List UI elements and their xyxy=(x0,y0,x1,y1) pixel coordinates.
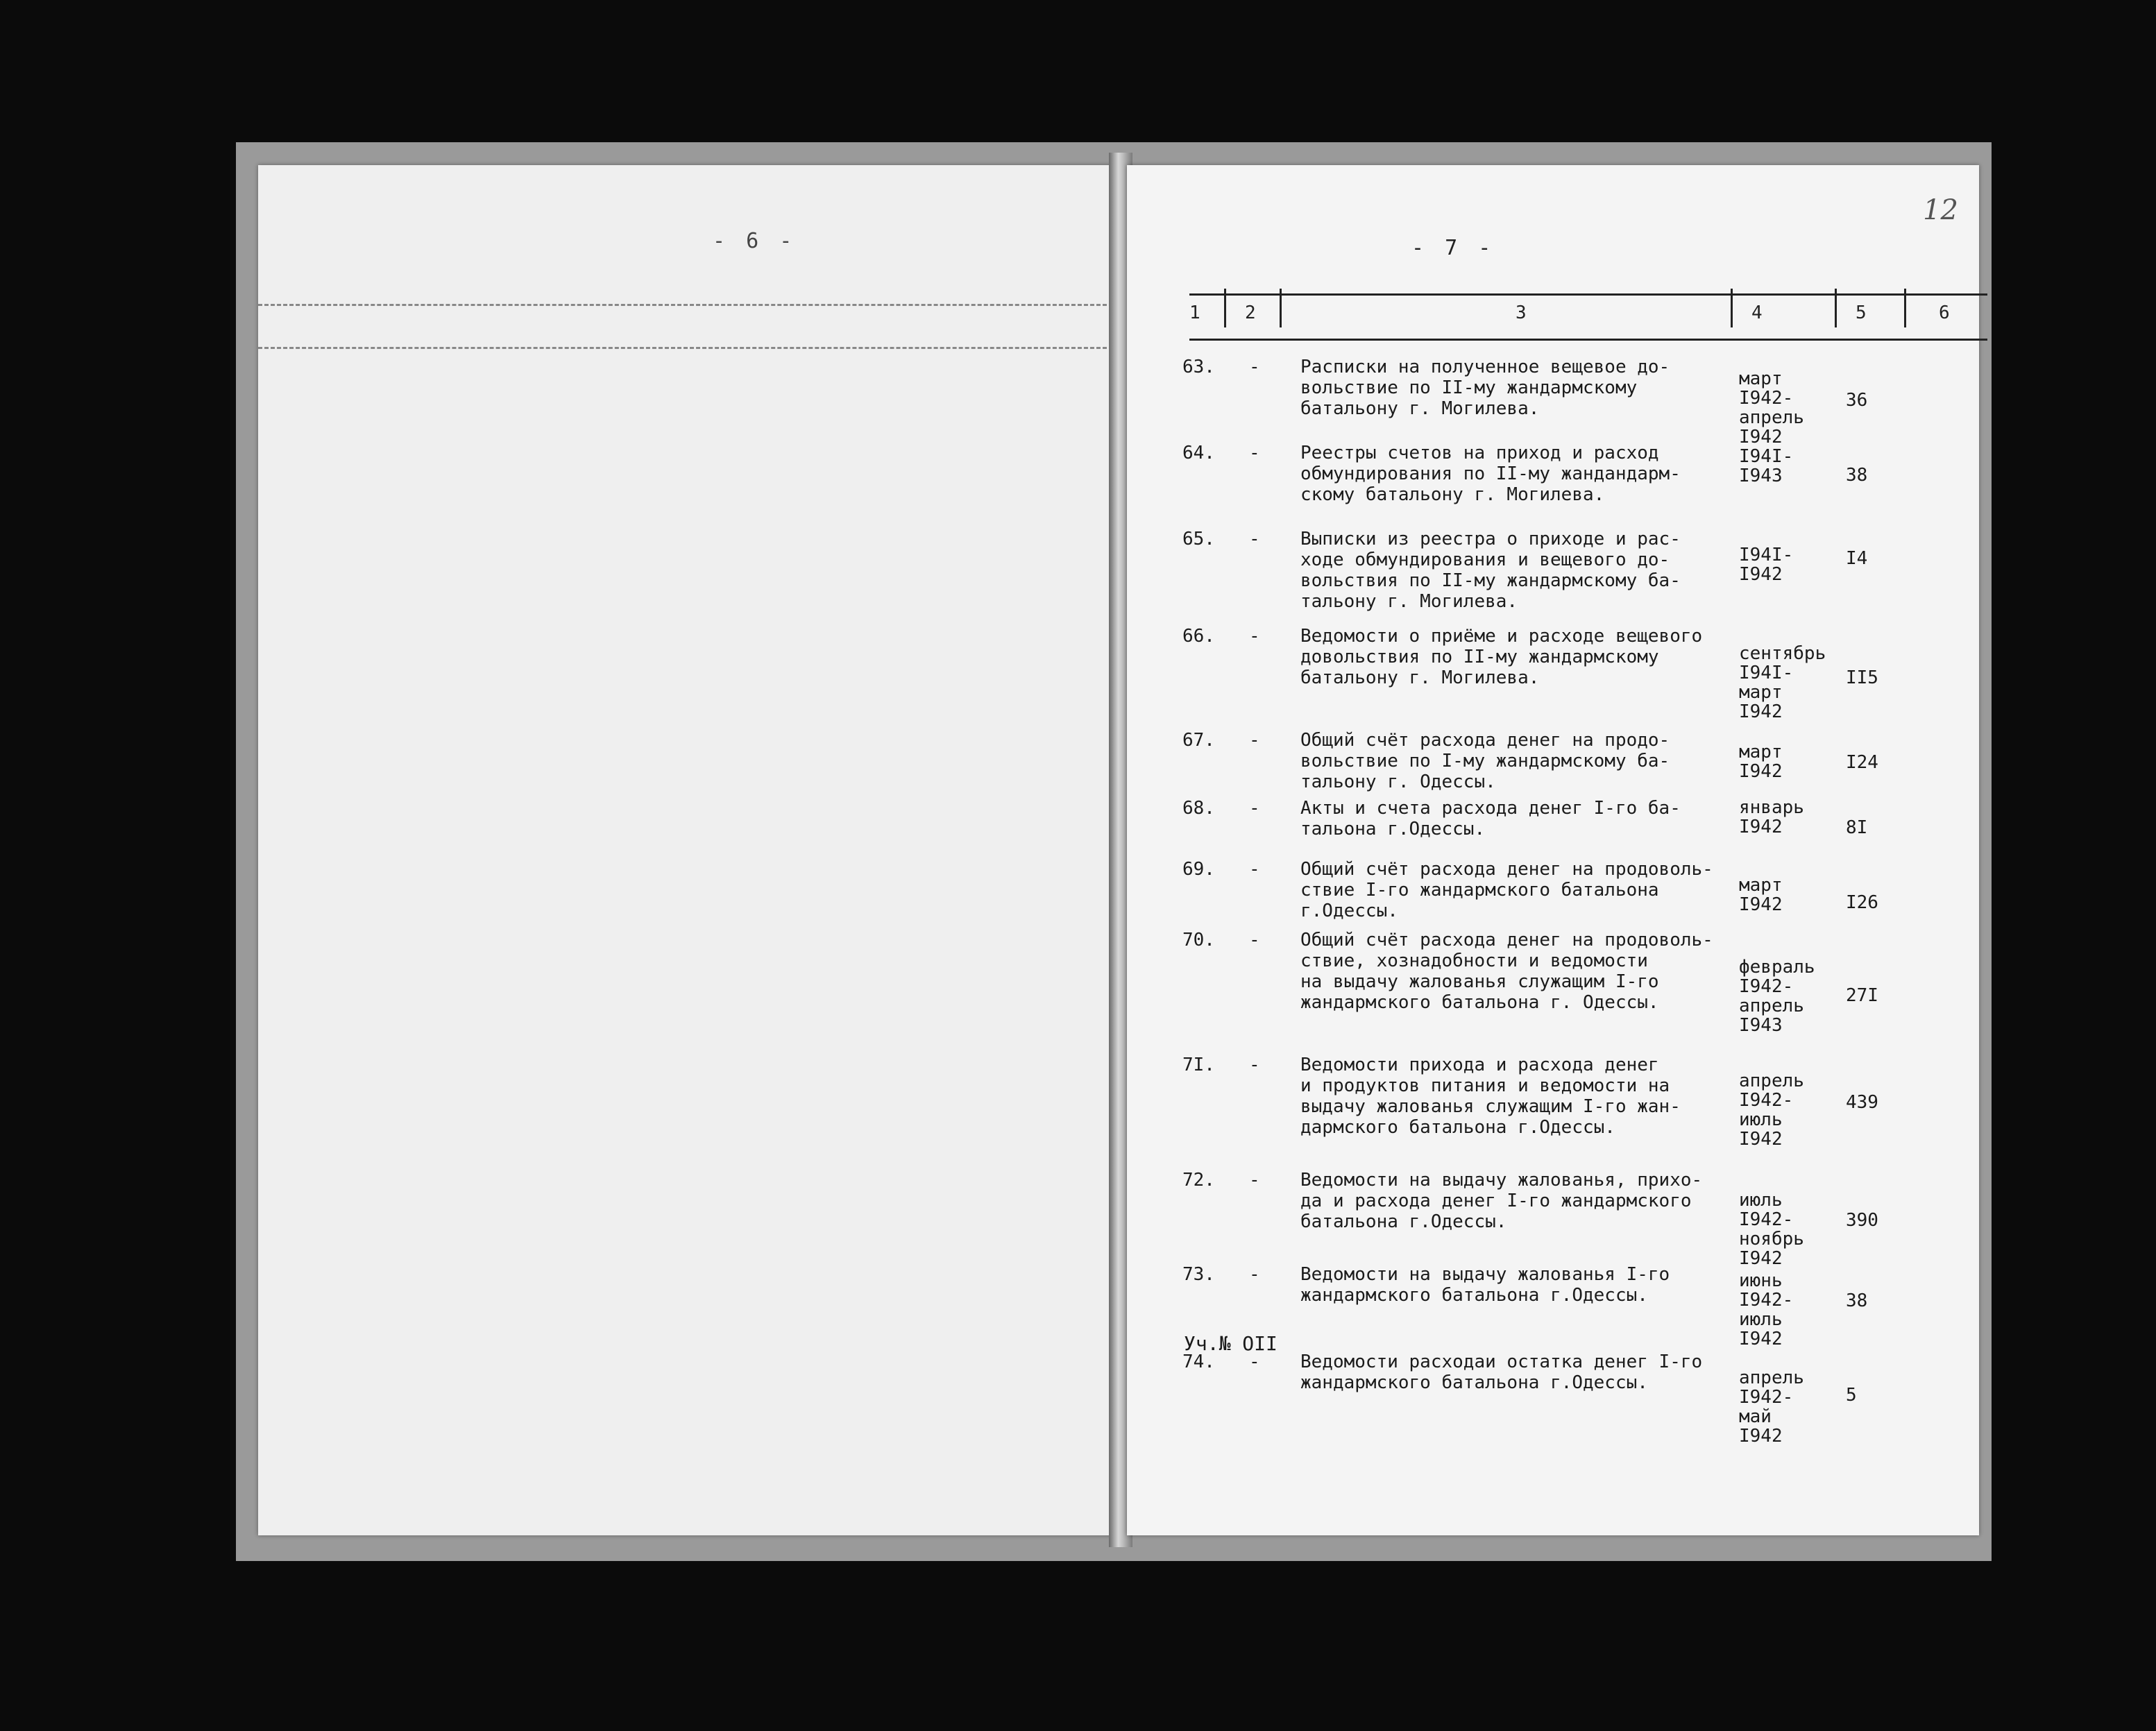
header-divider xyxy=(1904,289,1906,327)
row-description: Ведомости на выдачу жалованья, прихо- да и расхода денег I-го жандармского батальона г.Одессы. xyxy=(1300,1170,1703,1232)
row-number: 72. xyxy=(1182,1170,1215,1191)
row-count: 8I xyxy=(1846,817,1868,838)
row-number: 69. xyxy=(1182,859,1215,880)
row-date: I94I- I943 xyxy=(1739,446,1794,486)
row-description: Ведомости расходаи остатка денег I-го жандармского батальона г.Одессы. xyxy=(1300,1351,1703,1393)
row-mark: - xyxy=(1249,930,1260,950)
row-count: 390 xyxy=(1846,1210,1878,1231)
header-col-5: 5 xyxy=(1856,302,1867,323)
row-date: апрель I942- май I942 xyxy=(1739,1367,1804,1447)
row-number: 68. xyxy=(1182,798,1215,819)
header-divider xyxy=(1280,289,1282,327)
left-header-dashed-line xyxy=(258,304,1113,306)
header-col-1: 1 xyxy=(1189,302,1200,323)
row-mark: - xyxy=(1249,626,1260,647)
row-description: Акты и счета расхода денег I-го ба- тальона г.Одессы. xyxy=(1300,798,1681,839)
right-page-number: - 7 - xyxy=(1411,236,1495,260)
row-mark: - xyxy=(1249,1170,1260,1191)
header-col-2: 2 xyxy=(1245,302,1256,323)
row-description: Общий счёт расхода денег на продо- вольствие по I-му жандармскому ба- тальону г. Одессы. xyxy=(1300,730,1670,792)
table-header xyxy=(1189,289,1987,327)
row-number: 65. xyxy=(1182,529,1215,549)
header-divider xyxy=(1731,289,1733,327)
row-description: Общий счёт расхода денег на продоволь- ствие I-го жандармского батальона г.Одессы. xyxy=(1300,859,1713,921)
row-description: Ведомости о приёме и расходе вещевого довольствия по II-му жандармскому батальону г. Могилева. xyxy=(1300,626,1703,688)
header-col-6: 6 xyxy=(1939,302,1950,323)
row-count: I4 xyxy=(1846,548,1868,569)
row-description: Ведомости на выдачу жалованья I-го жандармского батальона г.Одессы. xyxy=(1300,1264,1670,1306)
row-mark: - xyxy=(1249,357,1260,377)
right-page xyxy=(1127,165,1979,1535)
row-description: Расписки на полученное вещевое до- вольствие по II-му жандармскому батальону г. Могилева. xyxy=(1300,357,1670,419)
left-page-number: - 6 - xyxy=(713,229,797,253)
row-date: I94I- I942 xyxy=(1739,545,1794,585)
row-mark: - xyxy=(1249,529,1260,549)
row-count: 38 xyxy=(1846,465,1868,486)
row-count: 38 xyxy=(1846,1290,1868,1311)
row-date: март I942- апрель I942 xyxy=(1739,368,1804,447)
left-page xyxy=(258,165,1113,1535)
row-count: 36 xyxy=(1846,390,1868,411)
row-mark: - xyxy=(1249,730,1260,751)
row-number: 66. xyxy=(1182,626,1215,647)
row-description: Выписки из реестра о приходе и рас- ходе обмундирования и вещевого до- вольствия по II-му жандармскому ба- тальону г. Могилева. xyxy=(1300,529,1681,612)
row-date: сентябрь I94I- март I942 xyxy=(1739,643,1826,722)
left-header-dashed-line-bottom xyxy=(258,347,1113,349)
header-col-4: 4 xyxy=(1751,302,1763,323)
row-date: март I942 xyxy=(1739,875,1783,915)
row-description: Общий счёт расхода денег на продоволь- ствие, хознадобности и ведомости на выдачу жалованья служащим I-го жандармского батальона г. Одессы. xyxy=(1300,930,1713,1013)
row-mark: - xyxy=(1249,859,1260,880)
row-date: январь I942 xyxy=(1739,797,1804,837)
header-divider xyxy=(1835,289,1837,327)
row-mark: - xyxy=(1249,798,1260,819)
register-footer: Уч.№ OII xyxy=(1184,1332,1278,1355)
row-number: 74. xyxy=(1182,1351,1215,1372)
row-description: Ведомости прихода и расхода денег и продуктов питания и ведомости на выдачу жалованья служащим I-го жан- дармского батальона г.Одессы. xyxy=(1300,1055,1681,1138)
header-col-3: 3 xyxy=(1516,302,1527,323)
row-date: июль I942- ноябрь I942 xyxy=(1739,1190,1804,1269)
row-count: 439 xyxy=(1846,1092,1878,1113)
row-count: II5 xyxy=(1846,667,1878,688)
row-number: 7I. xyxy=(1182,1055,1215,1075)
row-number: 67. xyxy=(1182,730,1215,751)
table-header-bottom-rule xyxy=(1189,339,1987,341)
row-count: 5 xyxy=(1846,1385,1857,1406)
row-mark: - xyxy=(1249,1055,1260,1075)
header-divider xyxy=(1224,289,1226,327)
row-mark: - xyxy=(1249,1351,1260,1372)
row-date: февраль I942- апрель I943 xyxy=(1739,957,1815,1036)
row-description: Реестры счетов на приход и расход обмундирования по II-му жандандарм- скому батальону г. Могилева. xyxy=(1300,443,1681,505)
row-number: 73. xyxy=(1182,1264,1215,1285)
row-count: 27I xyxy=(1846,985,1878,1006)
row-number: 63. xyxy=(1182,357,1215,377)
folio-number: 12 xyxy=(1923,194,1958,226)
row-date: апрель I942- июль I942 xyxy=(1739,1071,1804,1150)
row-mark: - xyxy=(1249,443,1260,463)
row-count: I26 xyxy=(1846,892,1878,913)
row-number: 64. xyxy=(1182,443,1215,463)
row-date: июнь I942- июль I942 xyxy=(1739,1270,1794,1349)
row-date: март I942 xyxy=(1739,742,1783,782)
row-mark: - xyxy=(1249,1264,1260,1285)
row-count: I24 xyxy=(1846,752,1878,773)
row-number: 70. xyxy=(1182,930,1215,950)
